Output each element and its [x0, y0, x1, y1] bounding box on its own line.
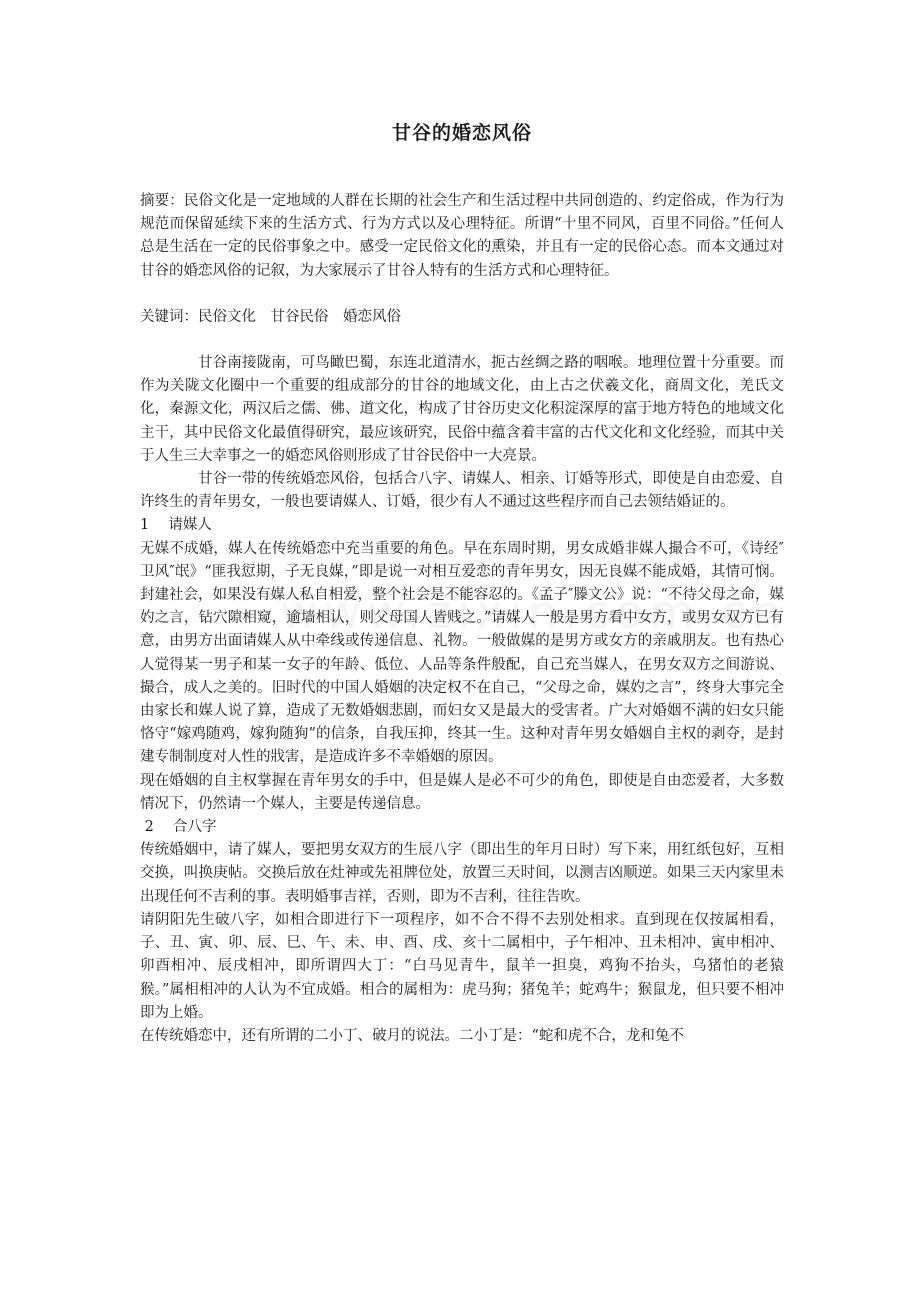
- keywords-line: 关键词：民俗文化 甘谷民俗 婚恋风俗: [140, 308, 401, 325]
- section-paragraph: 在传统婚恋中，还有所谓的二小丁、破月的说法。二小丁是：“蛇和虎不合，龙和兔不: [140, 1027, 684, 1044]
- document-title: 甘谷的婚恋风俗: [391, 122, 532, 144]
- abstract-paragraph: 摘要：民俗文化是一定地域的人群在长期的社会生产和生活过程中共同创造的、约定俗成，作为行为规范而保留延续下来的生活方式、行为方式以及心理特征。所谓“十里不同风，百里不同俗。”任何人总是生活在一定的民俗事象之中。感受一定民俗文化的熏染，并且有一定的民俗心态。而本文通过对甘谷的婚恋风俗的记叙，为大家展示了甘谷人特有的生活方式和心理特征。: [140, 193, 784, 279]
- intro-paragraph: 甘谷一带的传统婚恋风俗，包括合八字、请媒人、相亲、订婚等形式，即使是自由恋爱、自许终生的青年男女，一般也要请媒人、订婚，很少有人不通过这些程序而自己去领结婚证的。: [140, 471, 784, 511]
- section-paragraph: 现在婚姻的自主权掌握在青年男女的手中，但是媒人是必不可少的角色，即使是自由恋爱者，大多数情况下，仍然请一个媒人，主要是传递信息。: [140, 772, 784, 812]
- intro-paragraph: 甘谷南接陇南，可鸟瞰巴蜀，东连北道清水，扼古丝绸之路的咽喉。地理位置十分重要。而作为关陇文化圈中一个重要的组成部分的甘谷的地域文化，由上古之伏羲文化，商周文化，羌氏文化，秦源文化，两汉后之儒、佛、道文化，构成了甘谷历史文化积淀深厚的富于地方特色的地域文化主干，其中民俗文化最值得研究，最应该研究，民俗中蕴含着丰富的古代文化和文化经验，而其中关于人生三大幸事之一的婚恋风俗则形成了甘谷民俗中一大亮景。: [140, 355, 784, 464]
- section-paragraph: 传统婚姻中，请了媒人，要把男女双方的生辰八字（即出生的年月日时）写下来，用红纸包好，互相交换，叫换庚帖。交换后放在灶神或先祖牌位处，放置三天时间，以测吉凶顺逆。如果三天内家里未出现任何不吉利的事。表明婚事吉祥，否则，即为不吉利，往往告吹。: [140, 842, 784, 905]
- section-paragraph: 无媒不成婚，媒人在传统婚恋中充当重要的角色。早在东周时期，男女成婚非媒人撮合不可，《诗经″卫风″氓》“匪我愆期，子无良媒，”即是说一对相互爱恋的青年男女，因无良媒不能成婚，其情可悯。封建社会，如果没有媒人私自相爱，整个社会是不能容忍的。《孟子″滕文公》说：“不待父母之命，媒妁之言，钻穴隙相窥，逾墙相认，则父母国人皆贱之。”请媒人一般是男方看中女方，或男女双方已有意，由男方出面请媒人从中牵线或传递信息、礼物。一般做媒的是男方或女方的亲戚朋友。也有热心人觉得某一男子和某一女子的年龄、低位、人品等条件般配，自己充当媒人，在男女双方之间游说、撮合，成人之美的。旧时代的中国人婚姻的决定权不在自己，“父母之命，媒妁之言”，终身大事完全由家长和媒人说了算，造成了无数婚姻悲剧，而妇女又是最大的受害者。广大对婚姻不满的妇女只能恪守“嫁鸡随鸡，嫁狗随狗”的信条，自我压抑，终其一生。这种对青年男女婚姻自主权的剥夺，是封建专制制度对人性的戕害，是造成许多不幸婚姻的原因。: [140, 540, 784, 766]
- section-paragraph: 请阴阳先生破八字，如相合即进行下一项程序，如不合不得不去别处相求。直到现在仅按属相看，子、丑、寅、卯、辰、巳、午、未、申、酉、戌、亥十二属相中，子午相冲、丑未相冲、寅申相冲、卯酉相冲、辰戌相冲，即所谓四大丁：“白马见青牛，鼠羊一担臭，鸡狗不抬头，乌猪怕的老猿猴。”属相相冲的人认为不宜成婚。相合的属相为：虎马狗；猪兔羊；蛇鸡牛；猴鼠龙，但只要不相冲即为上婚。: [140, 911, 784, 1021]
- section-heading-matchmaker: 1 请媒人: [140, 517, 212, 534]
- section-heading-bazi: 2 合八字: [140, 819, 217, 836]
- document-page: [140, 118, 784, 1048]
